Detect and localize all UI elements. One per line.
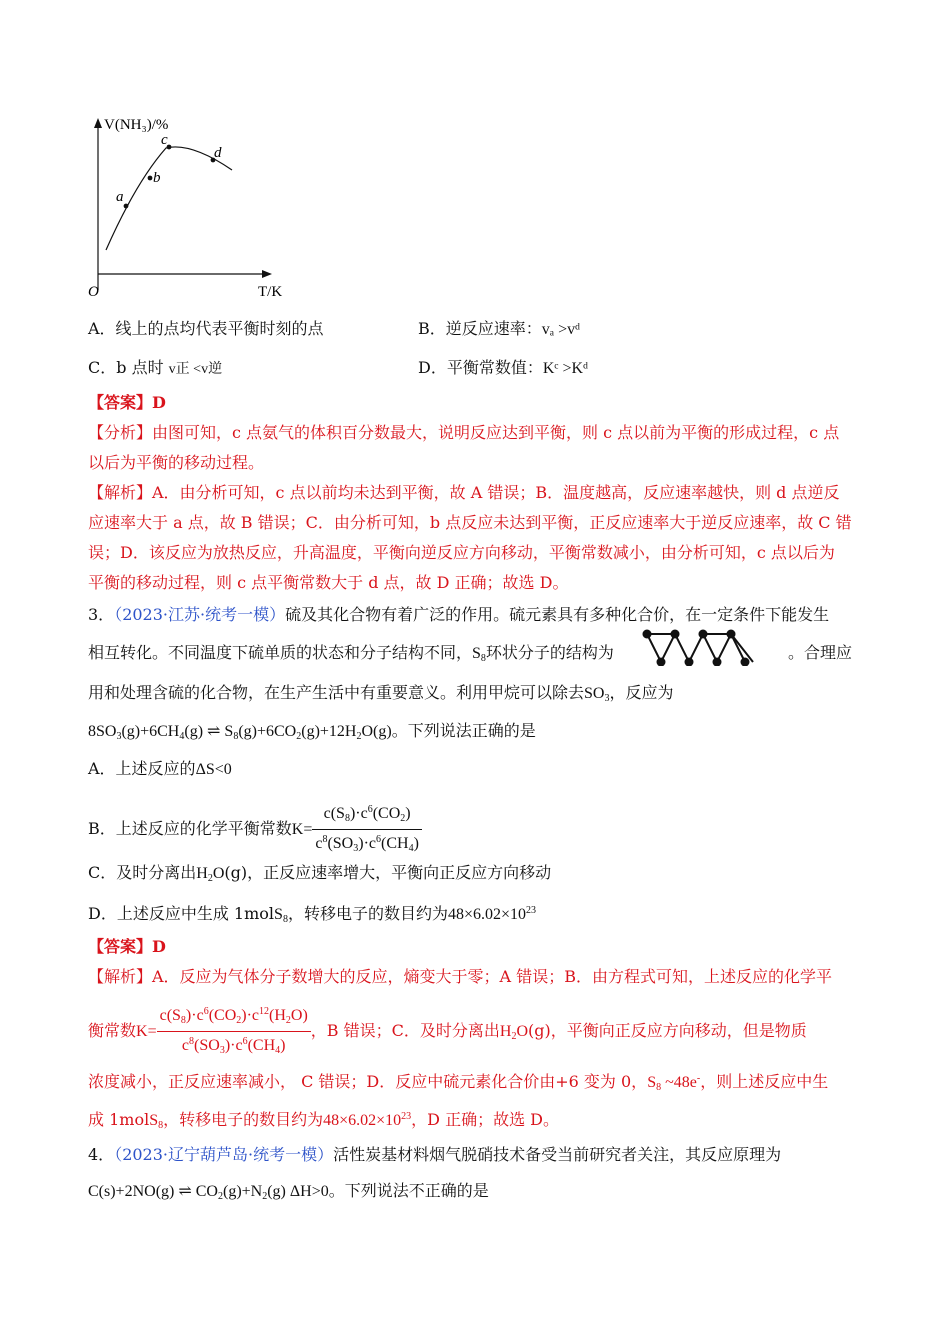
point-b-label: b <box>153 170 161 186</box>
point-b <box>148 176 153 181</box>
q3-option-c: C．及时分离出$H_2O(g)$，正反应速率增大，平衡向正反应方向移动 <box>88 863 552 884</box>
q3-option-b: B．上述反应的化学平衡常数K= $\frac{c(S_8)\cdot c^6(CO_2)}{c^8(SO_3)\cdot c^6(CH_4)}$ <box>88 800 422 859</box>
y-axis-arrow <box>94 118 102 128</box>
q3-explanation-line4: 成 1molS$_8$，转移电子的数目约为$48\times 6.02\times 10^{23}$，D 正确；故选 D。 <box>88 1110 560 1131</box>
q3-stem-line3: 用和处理含硫的化合物，在生产生活中有重要意义。利用甲烷可以除去$SO_3$，反应为 <box>88 683 674 704</box>
ammonia-temperature-graph <box>86 112 296 307</box>
q4-source: （2023·辽宁葫芦岛·统考一模） <box>114 1145 334 1164</box>
q4-stem-line1: 4．（2023·辽宁葫芦岛·统考一模）活性炭基材料烟气脱硝技术备受当前研究者关注，其反应原理为 <box>88 1145 782 1164</box>
q2-analysis-line2: 以后为平衡的移动过程。 <box>88 453 265 472</box>
point-d-label: d <box>214 145 222 161</box>
q3-option-a: A．上述反应的ΔS<0 <box>88 759 232 778</box>
q2-explanation-line1: 【解析】A．由分析可知，c 点以前均未达到平衡，故 A 错误；B．温度越高，反应速率越快，则 d 点逆反 <box>88 483 840 502</box>
q2-analysis-line1: 【分析】由图可知，c 点氨气的体积百分数最大，说明反应达到平衡，则 c 点以前为平衡的形成过程，c 点 <box>88 423 840 442</box>
q3-stem-line2: 相互转化。不同温度下硫单质的状态和分子结构不同，$S_8$环状分子的结构为 <box>88 643 614 664</box>
q3-stem-line1: 3．（2023·江苏·统考一模）硫及其化合物有着广泛的作用。硫元素具有多种化合价，在一定条件下能发生 <box>88 605 830 624</box>
point-a-label: a <box>116 189 124 205</box>
q2-option-d: D．平衡常数值：Kᶜ >Kᵈ <box>418 358 589 377</box>
q4-equation: C(s)+2NO(g) ⇌ $CO_2(g)+N_2(g)$ ΔH>0。下列说法不正确的是 <box>88 1181 489 1202</box>
q3-source: （2023·江苏·统考一模） <box>114 605 286 624</box>
q3-explanation-line3: 浓度减小，正反应速率减小， C 错误；D．反应中硫元素化合价由+6 变为 0，$S_8$ ~48e-，则上述反应中生 <box>88 1072 829 1093</box>
q2-explanation-line2: 应速率大于 a 点，故 B 错误；C．由分析可知，b 点反应未达到平衡，正反应速率大于逆反应速率，故 C 错 <box>88 513 852 532</box>
q2-option-b: B．逆反应速率：vₐ >vᵈ <box>418 319 581 338</box>
q2-option-a: A．线上的点均代表平衡时刻的点 <box>88 319 324 338</box>
origin-label: O <box>88 284 99 300</box>
curve <box>106 147 232 250</box>
q3-equation: $8SO_3(g)+6CH_4(g)$ ⇌ $S_8(g)+6CO_2(g)+12H_2O(g)$。下列说法正确的是 <box>88 721 536 742</box>
q2-answer: 【答案】D <box>88 393 166 412</box>
s8-ring-structure-icon <box>639 626 757 666</box>
x-axis-label: T/K <box>258 284 283 300</box>
point-a <box>124 204 129 209</box>
q2-option-c: C．b 点时 v正 <v逆 <box>88 358 223 377</box>
y-axis-label: V(NH₃)/% <box>104 117 169 133</box>
q3-explanation-line2: 衡常数K= $\frac{c(S_8)\cdot c^6(CO_2)\cdot c^{12}(H_2O)}{c^8(SO_3)\cdot c^6(CH_4)}$ ，B 错误；C．及时分离出$H_2O(g)$，平衡向正反应方向移动，但是物质 <box>88 1002 807 1061</box>
q3-explanation-line1: 【解析】A．反应为气体分子数增大的反应，熵变大于零；A 错误；B．由方程式可知，上述反应的化学平 <box>88 967 832 986</box>
point-c-label: c <box>161 132 168 148</box>
q2-explanation-line3: 误；D．该反应为放热反应，升高温度，平衡向逆反应方向移动，平衡常数减小，由分析可知，c 点以后为 <box>88 543 835 562</box>
x-axis-arrow <box>262 270 272 278</box>
q2-explanation-line4: 平衡的移动过程，则 c 点平衡常数大于 d 点，故 D 正确；故选 D。 <box>88 573 569 592</box>
q3-answer: 【答案】D <box>88 937 166 956</box>
q3-stem-line2-end: 。合理应 <box>788 643 853 662</box>
q3-option-d: D．上述反应中生成 1molS$_8$，转移电子的数目约为$48\times 6.02\times 10^{23}$ <box>88 904 536 925</box>
